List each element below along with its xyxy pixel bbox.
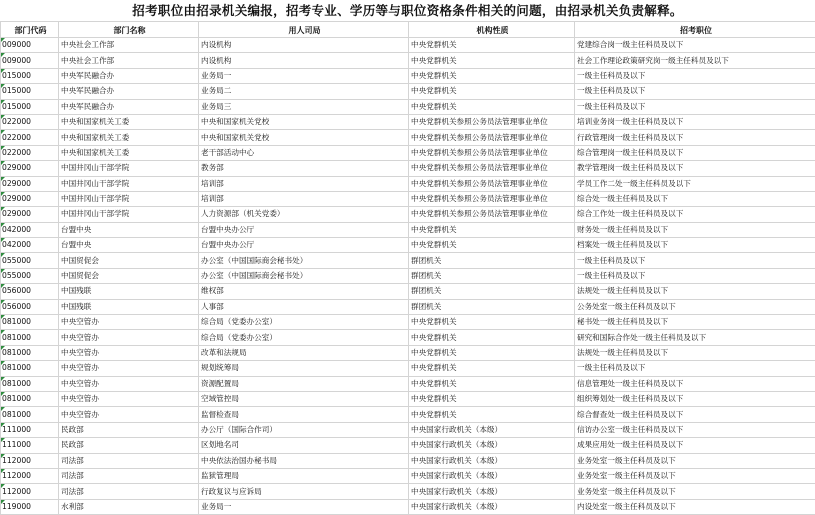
org-type-cell[interactable]: 中央党群机关 bbox=[409, 330, 575, 345]
dept-code-cell[interactable]: 015000 bbox=[1, 68, 59, 83]
table-row bbox=[1, 145, 815, 160]
org-type-cell[interactable]: 中央国家行政机关（本级） bbox=[409, 499, 575, 514]
org-type-cell[interactable]: 群团机关 bbox=[409, 299, 575, 314]
dept-code-cell[interactable]: 081000 bbox=[1, 330, 59, 345]
hiring-bureau-cell[interactable]: 空域管控局 bbox=[199, 391, 409, 406]
sheet-title: 招考职位由招录机关编报，招考专业、学历等与职位资格条件相关的问题，由招录机关负责解释。 bbox=[0, 0, 815, 21]
dept-code-cell[interactable]: 009000 bbox=[1, 53, 59, 68]
org-type-cell[interactable]: 群团机关 bbox=[409, 253, 575, 268]
org-type-cell[interactable]: 中央党群机关 bbox=[409, 376, 575, 391]
dept-name-cell[interactable]: 司法部 bbox=[59, 453, 199, 468]
position-cell[interactable]: 行政管理岗一级主任科员及以下 bbox=[575, 130, 815, 145]
table-row bbox=[1, 422, 815, 437]
column-header-dept-code[interactable]: 部门代码 bbox=[1, 22, 59, 38]
position-cell[interactable]: 综合处一级主任科员及以下 bbox=[575, 191, 815, 206]
position-cell[interactable]: 公务处室一级主任科员及以下 bbox=[575, 299, 815, 314]
hiring-bureau-cell[interactable]: 培训部 bbox=[199, 191, 409, 206]
dept-name-cell[interactable]: 中央空管办 bbox=[59, 315, 199, 330]
dept-code-cell[interactable]: 081000 bbox=[1, 361, 59, 376]
hiring-bureau-cell[interactable]: 中央和国家机关党校 bbox=[199, 130, 409, 145]
dept-code-cell[interactable]: 111000 bbox=[1, 438, 59, 453]
hiring-bureau-cell[interactable]: 教务部 bbox=[199, 161, 409, 176]
org-type-cell[interactable]: 中央党群机关参照公务员法管理事业单位 bbox=[409, 114, 575, 129]
hiring-bureau-cell[interactable]: 中央和国家机关党校 bbox=[199, 114, 409, 129]
dept-code-cell[interactable]: 022000 bbox=[1, 145, 59, 160]
hiring-bureau-cell[interactable]: 业务局二 bbox=[199, 84, 409, 99]
dept-code-cell[interactable]: 081000 bbox=[1, 407, 59, 422]
hiring-bureau-cell[interactable]: 业务局一 bbox=[199, 499, 409, 514]
table-row bbox=[1, 207, 815, 222]
org-type-cell[interactable]: 中央党群机关 bbox=[409, 53, 575, 68]
table-row bbox=[1, 114, 815, 129]
position-cell[interactable]: 研究和国际合作处一级主任科员及以下 bbox=[575, 330, 815, 345]
hiring-bureau-cell[interactable]: 老干部活动中心 bbox=[199, 145, 409, 160]
table-row bbox=[1, 130, 815, 145]
position-cell[interactable]: 一级主任科员及以下 bbox=[575, 99, 815, 114]
hiring-bureau-cell[interactable]: 人力资源部（机关党委） bbox=[199, 207, 409, 222]
table-row bbox=[1, 315, 815, 330]
dept-code-cell[interactable]: 042000 bbox=[1, 222, 59, 237]
hiring-bureau-cell[interactable]: 人事部 bbox=[199, 299, 409, 314]
org-type-cell[interactable]: 中央党群机关 bbox=[409, 222, 575, 237]
hiring-bureau-cell[interactable]: 培训部 bbox=[199, 176, 409, 191]
dept-name-cell[interactable]: 中国井冈山干部学院 bbox=[59, 161, 199, 176]
org-type-cell[interactable]: 中央党群机关 bbox=[409, 84, 575, 99]
column-header-position[interactable]: 招考职位 bbox=[575, 22, 815, 38]
dept-name-cell[interactable]: 中央军民融合办 bbox=[59, 99, 199, 114]
hiring-bureau-cell[interactable]: 内设机构 bbox=[199, 53, 409, 68]
table-row bbox=[1, 38, 815, 53]
dept-name-cell[interactable]: 中国贸促会 bbox=[59, 253, 199, 268]
dept-code-cell[interactable]: 009000 bbox=[1, 38, 59, 53]
position-cell[interactable]: 一级主任科员及以下 bbox=[575, 253, 815, 268]
column-header-hiring-bureau[interactable]: 用人司局 bbox=[199, 22, 409, 38]
org-type-cell[interactable]: 群团机关 bbox=[409, 268, 575, 283]
position-cell[interactable]: 教学管理岗一级主任科员及以下 bbox=[575, 161, 815, 176]
table-row bbox=[1, 68, 815, 83]
dept-code-cell[interactable]: 029000 bbox=[1, 191, 59, 206]
position-cell[interactable]: 成果应用处一级主任科员及以下 bbox=[575, 438, 815, 453]
positions-table bbox=[0, 21, 815, 515]
dept-name-cell[interactable]: 中国残联 bbox=[59, 284, 199, 299]
org-type-cell[interactable]: 中央党群机关 bbox=[409, 315, 575, 330]
dept-name-cell[interactable]: 台盟中央 bbox=[59, 238, 199, 253]
org-type-cell[interactable]: 中央党群机关 bbox=[409, 407, 575, 422]
position-cell[interactable]: 信息管理处一级主任科员及以下 bbox=[575, 376, 815, 391]
org-type-cell[interactable]: 中央党群机关 bbox=[409, 391, 575, 406]
dept-code-cell[interactable]: 055000 bbox=[1, 268, 59, 283]
table-row bbox=[1, 453, 815, 468]
dept-code-cell[interactable]: 112000 bbox=[1, 453, 59, 468]
dept-code-cell[interactable]: 081000 bbox=[1, 345, 59, 360]
dept-name-cell[interactable]: 中国井冈山干部学院 bbox=[59, 176, 199, 191]
dept-code-cell[interactable]: 015000 bbox=[1, 84, 59, 99]
dept-name-cell[interactable]: 中央空管办 bbox=[59, 330, 199, 345]
position-cell[interactable]: 一级主任科员及以下 bbox=[575, 361, 815, 376]
table-row bbox=[1, 361, 815, 376]
dept-code-cell[interactable]: 029000 bbox=[1, 161, 59, 176]
table-row bbox=[1, 84, 815, 99]
table-row bbox=[1, 53, 815, 68]
position-cell[interactable]: 学员工作二处一级主任科员及以下 bbox=[575, 176, 815, 191]
org-type-cell[interactable]: 中央国家行政机关（本级） bbox=[409, 453, 575, 468]
position-cell[interactable]: 综合工作处一级主任科员及以下 bbox=[575, 207, 815, 222]
dept-code-cell[interactable]: 029000 bbox=[1, 176, 59, 191]
dept-code-cell[interactable]: 055000 bbox=[1, 253, 59, 268]
position-cell[interactable]: 一级主任科员及以下 bbox=[575, 84, 815, 99]
dept-code-cell[interactable]: 056000 bbox=[1, 299, 59, 314]
hiring-bureau-cell[interactable]: 综合局（党委办公室） bbox=[199, 330, 409, 345]
dept-code-cell[interactable]: 112000 bbox=[1, 484, 59, 499]
table-row bbox=[1, 176, 815, 191]
table-row bbox=[1, 376, 815, 391]
position-cell[interactable]: 业务处室一级主任科员及以下 bbox=[575, 484, 815, 499]
position-cell[interactable]: 党建综合岗一级主任科员及以下 bbox=[575, 38, 815, 53]
table-row bbox=[1, 191, 815, 206]
position-cell[interactable]: 综合督查处一级主任科员及以下 bbox=[575, 407, 815, 422]
table-row bbox=[1, 238, 815, 253]
table-row bbox=[1, 99, 815, 114]
org-type-cell[interactable]: 中央党群机关 bbox=[409, 345, 575, 360]
table-row bbox=[1, 438, 815, 453]
dept-code-cell[interactable]: 056000 bbox=[1, 284, 59, 299]
position-cell[interactable]: 组织筹划处一级主任科员及以下 bbox=[575, 391, 815, 406]
position-cell[interactable]: 一级主任科员及以下 bbox=[575, 68, 815, 83]
dept-code-cell[interactable]: 022000 bbox=[1, 114, 59, 129]
hiring-bureau-cell[interactable]: 维权部 bbox=[199, 284, 409, 299]
hiring-bureau-cell[interactable]: 办公室（中国国际商会秘书处） bbox=[199, 268, 409, 283]
dept-name-cell[interactable]: 中央空管办 bbox=[59, 361, 199, 376]
dept-name-cell[interactable]: 中央和国家机关工委 bbox=[59, 130, 199, 145]
table-row bbox=[1, 268, 815, 283]
dept-name-cell[interactable]: 中国残联 bbox=[59, 299, 199, 314]
dept-name-cell[interactable]: 中国井冈山干部学院 bbox=[59, 207, 199, 222]
dept-name-cell[interactable]: 中央空管办 bbox=[59, 376, 199, 391]
dept-code-cell[interactable]: 119000 bbox=[1, 499, 59, 514]
table-row bbox=[1, 468, 815, 483]
dept-name-cell[interactable]: 中央军民融合办 bbox=[59, 68, 199, 83]
org-type-cell[interactable]: 群团机关 bbox=[409, 284, 575, 299]
table-row bbox=[1, 299, 815, 314]
dept-name-cell[interactable]: 民政部 bbox=[59, 438, 199, 453]
dept-code-cell[interactable]: 042000 bbox=[1, 238, 59, 253]
table-row bbox=[1, 407, 815, 422]
hiring-bureau-cell[interactable]: 台盟中央办公厅 bbox=[199, 238, 409, 253]
table-row bbox=[1, 222, 815, 237]
position-cell[interactable]: 业务处室一级主任科员及以下 bbox=[575, 453, 815, 468]
hiring-bureau-cell[interactable]: 区划地名司 bbox=[199, 438, 409, 453]
dept-name-cell[interactable]: 中央和国家机关工委 bbox=[59, 145, 199, 160]
column-header-dept-name[interactable]: 部门名称 bbox=[59, 22, 199, 38]
table-row bbox=[1, 391, 815, 406]
org-type-cell[interactable]: 中央党群机关 bbox=[409, 99, 575, 114]
hiring-bureau-cell[interactable]: 监督检查局 bbox=[199, 407, 409, 422]
table-row bbox=[1, 345, 815, 360]
dept-name-cell[interactable]: 水利部 bbox=[59, 499, 199, 514]
org-type-cell[interactable]: 中央国家行政机关（本级） bbox=[409, 422, 575, 437]
position-cell[interactable]: 信访办公室一级主任科员及以下 bbox=[575, 422, 815, 437]
dept-name-cell[interactable]: 中央和国家机关工委 bbox=[59, 114, 199, 129]
dept-code-cell[interactable]: 081000 bbox=[1, 376, 59, 391]
hiring-bureau-cell[interactable]: 综合局（党委办公室） bbox=[199, 315, 409, 330]
hiring-bureau-cell[interactable]: 行政复议与应诉局 bbox=[199, 484, 409, 499]
org-type-cell[interactable]: 中央党群机关参照公务员法管理事业单位 bbox=[409, 207, 575, 222]
table-row bbox=[1, 253, 815, 268]
org-type-cell[interactable]: 中央党群机关参照公务员法管理事业单位 bbox=[409, 191, 575, 206]
org-type-cell[interactable]: 中央党群机关参照公务员法管理事业单位 bbox=[409, 145, 575, 160]
org-type-cell[interactable]: 中央党群机关参照公务员法管理事业单位 bbox=[409, 130, 575, 145]
org-type-cell[interactable]: 中央党群机关 bbox=[409, 38, 575, 53]
org-type-cell[interactable]: 中央国家行政机关（本级） bbox=[409, 438, 575, 453]
dept-code-cell[interactable]: 081000 bbox=[1, 391, 59, 406]
dept-name-cell[interactable]: 中央军民融合办 bbox=[59, 84, 199, 99]
position-cell[interactable]: 秘书处一级主任科员及以下 bbox=[575, 315, 815, 330]
hiring-bureau-cell[interactable]: 中央依法治国办秘书局 bbox=[199, 453, 409, 468]
position-cell[interactable]: 业务处室一级主任科员及以下 bbox=[575, 468, 815, 483]
hiring-bureau-cell[interactable]: 台盟中央办公厅 bbox=[199, 222, 409, 237]
org-type-cell[interactable]: 中央党群机关参照公务员法管理事业单位 bbox=[409, 176, 575, 191]
hiring-bureau-cell[interactable]: 监狱管理局 bbox=[199, 468, 409, 483]
position-cell[interactable]: 综合管理岗一级主任科员及以下 bbox=[575, 145, 815, 160]
org-type-cell[interactable]: 中央国家行政机关（本级） bbox=[409, 484, 575, 499]
dept-name-cell[interactable]: 中国井冈山干部学院 bbox=[59, 191, 199, 206]
position-cell[interactable]: 法规处一级主任科员及以下 bbox=[575, 284, 815, 299]
table-row bbox=[1, 161, 815, 176]
dept-name-cell[interactable]: 中央空管办 bbox=[59, 345, 199, 360]
org-type-cell[interactable]: 中央国家行政机关（本级） bbox=[409, 468, 575, 483]
hiring-bureau-cell[interactable]: 内设机构 bbox=[199, 38, 409, 53]
table-row bbox=[1, 284, 815, 299]
dept-code-cell[interactable]: 022000 bbox=[1, 130, 59, 145]
dept-name-cell[interactable]: 中央空管办 bbox=[59, 391, 199, 406]
org-type-cell[interactable]: 中央党群机关 bbox=[409, 68, 575, 83]
hiring-bureau-cell[interactable]: 改革和法规局 bbox=[199, 345, 409, 360]
dept-code-cell[interactable]: 081000 bbox=[1, 315, 59, 330]
hiring-bureau-cell[interactable]: 规划统筹局 bbox=[199, 361, 409, 376]
position-cell[interactable]: 财务处一级主任科员及以下 bbox=[575, 222, 815, 237]
hiring-bureau-cell[interactable]: 业务局三 bbox=[199, 99, 409, 114]
hiring-bureau-cell[interactable]: 办公室（中国国际商会秘书处） bbox=[199, 253, 409, 268]
table-row bbox=[1, 484, 815, 499]
org-type-cell[interactable]: 中央党群机关 bbox=[409, 238, 575, 253]
dept-name-cell[interactable]: 民政部 bbox=[59, 422, 199, 437]
dept-code-cell[interactable]: 111000 bbox=[1, 422, 59, 437]
position-cell[interactable]: 一级主任科员及以下 bbox=[575, 268, 815, 283]
dept-code-cell[interactable]: 015000 bbox=[1, 99, 59, 114]
dept-name-cell[interactable]: 司法部 bbox=[59, 468, 199, 483]
dept-name-cell[interactable]: 中央社会工作部 bbox=[59, 38, 199, 53]
table-row bbox=[1, 499, 815, 514]
org-type-cell[interactable]: 中央党群机关参照公务员法管理事业单位 bbox=[409, 161, 575, 176]
column-header-org-type[interactable]: 机构性质 bbox=[409, 22, 575, 38]
dept-name-cell[interactable]: 中央空管办 bbox=[59, 407, 199, 422]
org-type-cell[interactable]: 中央党群机关 bbox=[409, 361, 575, 376]
dept-name-cell[interactable]: 中国贸促会 bbox=[59, 268, 199, 283]
dept-code-cell[interactable]: 029000 bbox=[1, 207, 59, 222]
dept-code-cell[interactable]: 112000 bbox=[1, 468, 59, 483]
position-cell[interactable]: 法规处一级主任科员及以下 bbox=[575, 345, 815, 360]
position-cell[interactable]: 培训业务岗一级主任科员及以下 bbox=[575, 114, 815, 129]
hiring-bureau-cell[interactable]: 业务局一 bbox=[199, 68, 409, 83]
position-cell[interactable]: 内设处室一级主任科员及以下 bbox=[575, 499, 815, 514]
position-cell[interactable]: 档案处一级主任科员及以下 bbox=[575, 238, 815, 253]
dept-name-cell[interactable]: 台盟中央 bbox=[59, 222, 199, 237]
header-row bbox=[1, 22, 815, 38]
table-row bbox=[1, 330, 815, 345]
hiring-bureau-cell[interactable]: 办公厅（国际合作司） bbox=[199, 422, 409, 437]
dept-name-cell[interactable]: 司法部 bbox=[59, 484, 199, 499]
dept-name-cell[interactable]: 中央社会工作部 bbox=[59, 53, 199, 68]
hiring-bureau-cell[interactable]: 资源配置局 bbox=[199, 376, 409, 391]
position-cell[interactable]: 社会工作理论政策研究岗一级主任科员及以下 bbox=[575, 53, 815, 68]
